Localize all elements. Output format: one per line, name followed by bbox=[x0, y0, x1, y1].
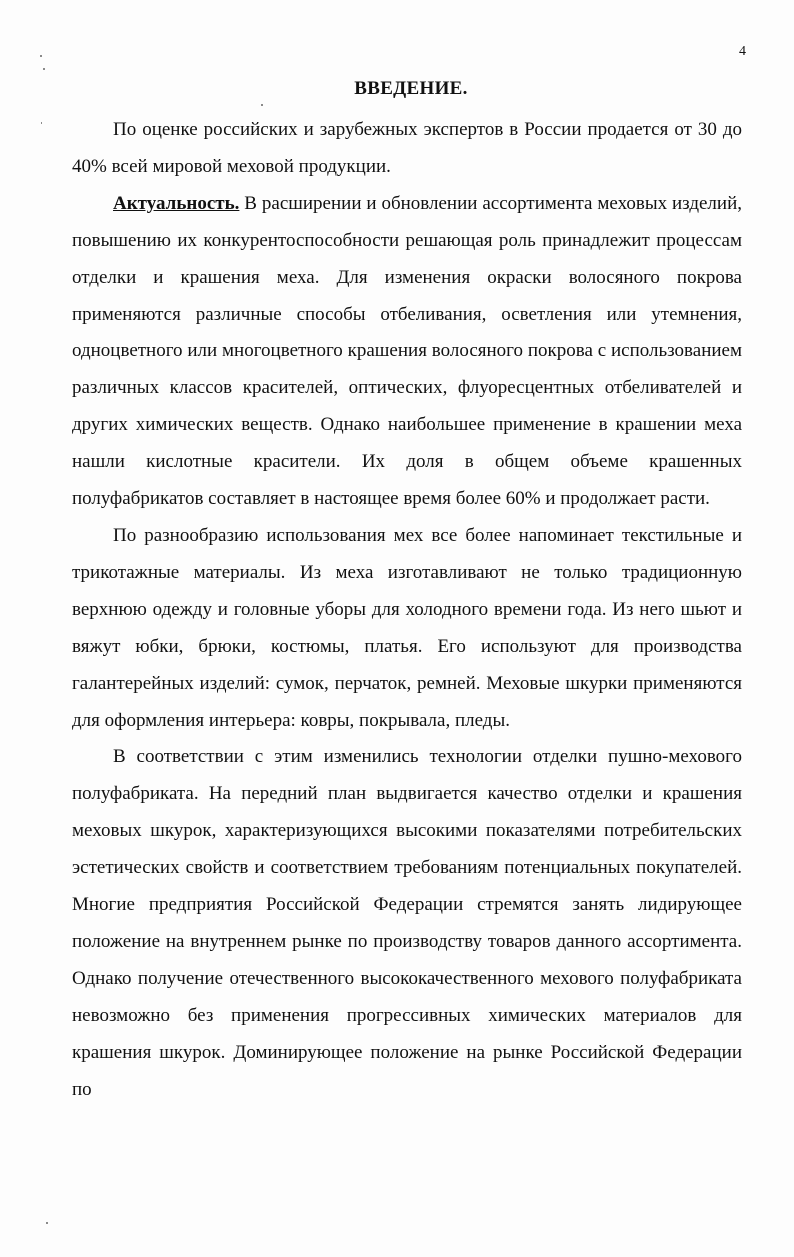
paragraph-relevance-text: В расширении и обновлении ассортимента меховых изделий, повышению их конкурентоспособности решающая роль принадлежит процессам отделки и крашения меха. Для изменения окраски волосяного покрова применяются различные способы отбеливания, осветления или утемнения, одноцветного или многоцветного крашения волосяного покрова с использованием различных классов красителей, оптических, флуоресцентных отбеливателей и других химических веществ. Однако наибольшее применение в крашении меха нашли кислотные красители. Их доля в общем объеме крашенных полуфабрикатов составляет в настоящее время более 60% и продолжает расти. bbox=[72, 192, 742, 510]
paragraph-technology bbox=[72, 739, 742, 1108]
relevance-heading: Актуальность. bbox=[113, 192, 240, 214]
scan-speck bbox=[43, 68, 45, 70]
scan-speck bbox=[41, 122, 42, 124]
paragraph-intro bbox=[72, 112, 742, 186]
scan-speck bbox=[46, 1222, 48, 1224]
scan-speck bbox=[40, 55, 42, 57]
paragraph-relevance bbox=[72, 186, 742, 518]
page-number: 4 bbox=[739, 44, 746, 59]
body-text bbox=[72, 112, 742, 1108]
page-title: ВВЕДЕНИЕ. bbox=[354, 78, 468, 99]
paragraph-usage bbox=[72, 518, 742, 739]
paragraph-intro-text: По оценке российских и зарубежных экспертов в России продается от 30 до 40% всей мировой меховой продукции. bbox=[72, 119, 742, 177]
paragraph-usage-text: По разнообразию использования мех все более напоминает текстильные и трикотажные материалы. Из меха изготавливают не только традиционную верхнюю одежду и головные уборы для холодного времени года. Из него шьют и вяжут юбки, брюки, костюмы, платья. Его используют для производства галантерейных изделий: сумок, перчаток, ремней. Меховые шкурки применяются для оформления интерьера: ковры, покрывала, пледы. bbox=[72, 524, 742, 731]
scan-speck bbox=[261, 104, 263, 106]
paragraph-technology-text: В соответствии с этим изменились технологии отделки пушно-мехового полуфабриката. На передний план выдвигается качество отделки и крашения меховых шкурок, характеризующихся высокими показателями потребительских эстетических свойств и соответствием требованиям потенциальных покупателей. Многие предприятия Российской Федерации стремятся занять лидирующее положение на внутреннем рынке по производству товаров данного ассортимента. Однако получение отечественного высококачественного мехового полуфабриката невозможно без применения прогрессивных химических материалов для крашения шкурок. Доминирующее положение на рынке Российской Федерации по bbox=[72, 746, 742, 1100]
